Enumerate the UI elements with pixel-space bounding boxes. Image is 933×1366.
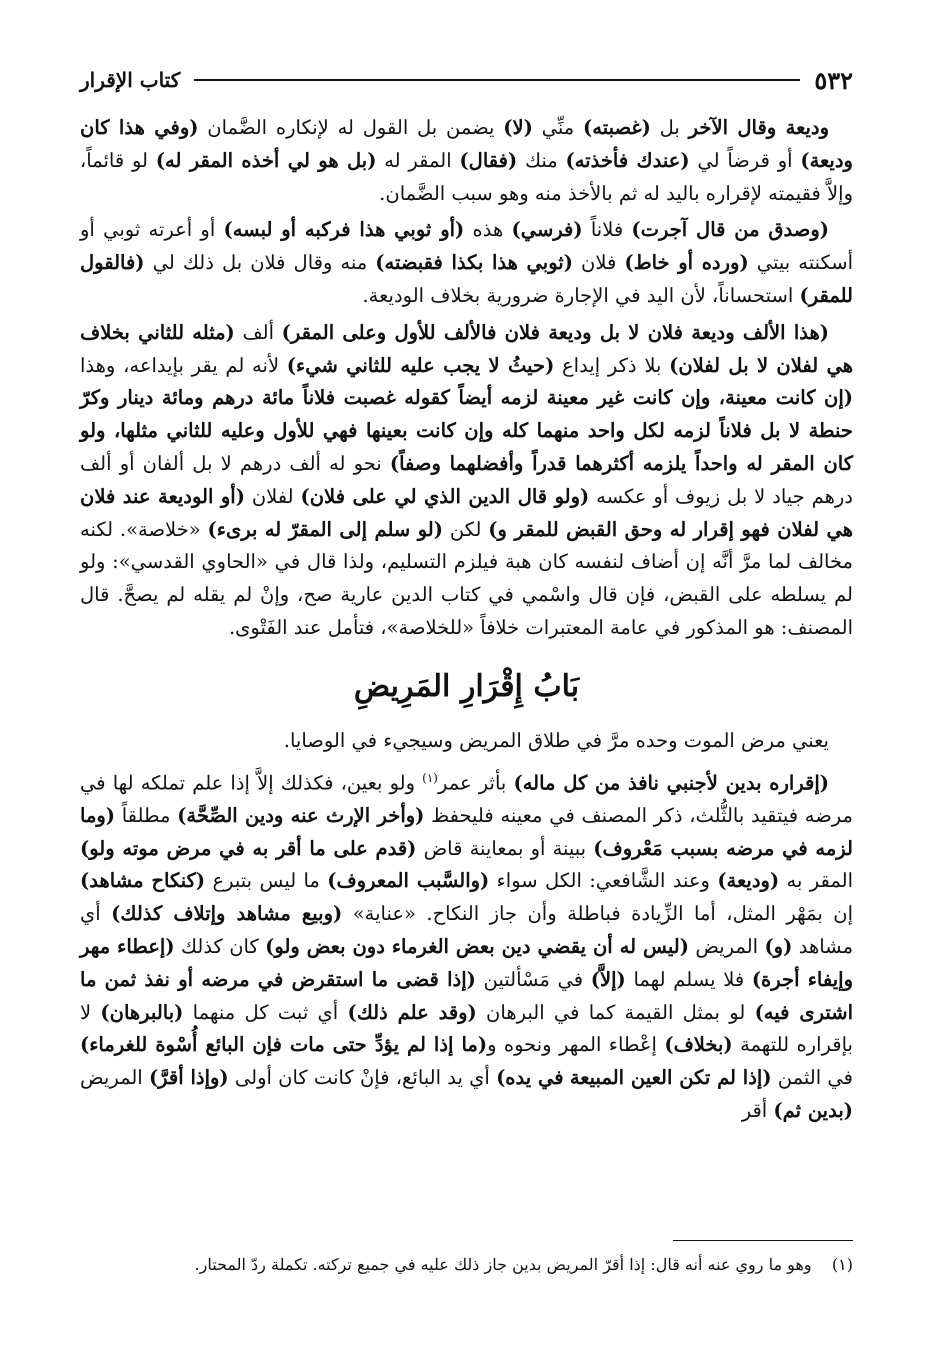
bold-text-segment: (وقد علم ذلك) xyxy=(347,1000,477,1024)
text-segment: نحو له ألف درهم لا بل ألفان أو ألف درهم جياد لا بل زيوف أو عكسه xyxy=(80,451,853,508)
text-segment: ما ليس بتبرع xyxy=(205,869,328,893)
text-segment: ببينة أو بمعاينة قاض xyxy=(416,836,594,860)
text-segment: استحساناً، لأن اليد في الإجارة ضرورية بخلاف الوديعة. xyxy=(362,283,800,307)
text-segment: لأنه لم يقر بإيداعه، وهذا xyxy=(80,353,287,377)
bold-text-segment: (ولو قال الدين الذي لي على فلان) xyxy=(300,484,590,508)
bold-text-segment: (وأخر الإرث عنه ودين الصِّحَّة) xyxy=(177,803,425,827)
text-segment: لو بمثل القيمة كما في البرهان xyxy=(476,1000,755,1024)
text-segment: لكن xyxy=(442,517,489,541)
text-segment: في مَسْألتين xyxy=(475,967,591,991)
text-segment: وعند الشَّافعي: الكل سواء xyxy=(489,869,718,893)
bold-text-segment: (فالقول للمقر) xyxy=(80,251,853,307)
text-segment: منك xyxy=(517,148,566,172)
header-rule xyxy=(194,79,800,81)
bold-text-segment: (قدم على ما أقر به في مرض موته ولو) xyxy=(80,836,417,860)
bold-text-segment: (إذا قضى ما استقرض في مرضه أو نفذ ثمن ما اشترى فيه) xyxy=(80,967,853,1024)
text-segment: منه وقال فلان بل ذلك لي xyxy=(144,251,376,275)
text-segment: فلاناً xyxy=(582,218,632,242)
bold-text-segment: (مثله للثاني بخلاف هي لفلان لا بل لفلان) xyxy=(80,320,853,377)
bold-text-segment: (إعطاء مهر وإيفاء أجرة) xyxy=(80,935,853,991)
footnote xyxy=(80,1252,853,1278)
bold-text-segment: (أو الوديعة عند فلان هي لفلان فهو إقرار له وحق القبض للمقر و) xyxy=(80,484,853,541)
paragraph xyxy=(80,317,853,645)
bold-text-segment: (ورده أو خاط) xyxy=(624,251,749,275)
page-header xyxy=(80,62,853,98)
bold-text-segment: (وفي هذا كان وديعة) xyxy=(80,116,853,172)
bold-text-segment: (لو سلم إلى المقرّ له برىء) xyxy=(207,517,443,541)
bold-text-segment: (حيثُ لا يجب عليه للثاني شيء) xyxy=(286,353,555,377)
page-number: ٥٣٢ xyxy=(814,65,853,95)
bold-text-segment: (ثوبي هذا بكذا فقبضته) xyxy=(375,251,573,275)
text-segment: المريض xyxy=(688,935,765,959)
bold-text-segment: (بدين ثم) xyxy=(773,1099,853,1123)
bold-text-segment: (و) xyxy=(764,935,793,959)
text-segment: أي يد البائع، فإنْ كانت كان أولى xyxy=(228,1066,497,1090)
text-segment: ألف xyxy=(234,320,282,344)
bold-text-segment: (بل هو لي أخذه المقر له) xyxy=(155,148,377,172)
bold-text-segment: (وإذا أقرَّ) xyxy=(148,1066,229,1090)
text-segment: كان كذلك xyxy=(174,935,266,959)
bold-text-segment: (كنكاح مشاهد) xyxy=(80,869,206,893)
text-segment: أي ثبت كل منهما xyxy=(183,1000,348,1024)
text-segment: هذه xyxy=(464,218,512,242)
text-segment: إن بمَهْر المثل، أما الزِّيادة فباطلة وأن جاز النكاح. «عناية» xyxy=(342,902,853,926)
text-segment: أي مشاهد xyxy=(80,902,854,959)
text-segment: «خلاصة». لكنه مخالف لما مرَّ أنَّه إن أضاف لنفسه كان هبة فيلزم التسليم، ولذا قال في «الحاوي القدسي»: ولو لم يسلطه على القبض، فإن قال واسْمي في كتاب الدين عارية صح، وإنْ لم يقله لم يصحَّ. قال المصنف: هو المذكور في عامة المعتبرات خلافاً «للخلاصة»، فتأمل عند الفَتْوى. xyxy=(80,517,853,639)
bold-text-segment: (عندك فأخذته) xyxy=(565,148,690,172)
bold-text-segment: (ما إذا لم يؤدِّ حتى مات فإن البائع أُسْوة للغرماء) xyxy=(80,1033,488,1057)
footnote-rule xyxy=(673,1240,853,1241)
text-segment: بأثر عمر xyxy=(437,771,514,795)
bold-text-segment: (وما لزمه في مرضه بسبب مَعْروف) xyxy=(80,803,853,860)
bold-text-segment: (ليس له أن يقضي دين بعض الغرماء دون بعض ولو) xyxy=(265,935,689,959)
bold-text-segment: (بخلاف) xyxy=(664,1033,733,1057)
text-segment: بلا ذكر إيداع xyxy=(554,353,670,377)
bold-text-segment: (فرسي) xyxy=(511,218,583,242)
text-segment: لو قائماً، وإلاَّ فقيمته لإقراره باليد له ثم بالأخذ منه وهو سبب الضَّمان. xyxy=(80,148,853,205)
text-segment: المقر به xyxy=(779,869,854,893)
bold-text-segment: وديعة وقال الآخر xyxy=(688,116,830,139)
chapter-paragraphs xyxy=(80,725,853,1128)
text-segment: منِّي xyxy=(532,116,584,139)
bold-text-segment: (إن كانت معينة، وإن كانت غير معينة لزمه أيضاً كقوله غصبت فلاناً مائة درهم ومائة دينار وكرّ حنطة لا بل فلاناً لزمه لكل واحد منهما كله وإن كانت بعينها فهي للأول وعليه للثاني مثلها، ولو كان المقر له واحداً يلزمه أكثرهما قدراً وأفضلهما وصفاً) xyxy=(80,386,853,475)
bold-text-segment: (والسَّبب المعروف) xyxy=(327,869,490,893)
bold-text-segment: (أو ثوبي هذا فركبه أو لبسه) xyxy=(223,218,465,242)
bold-text-segment: (وديعة) xyxy=(717,869,780,893)
text-segment: مطلقاً xyxy=(115,803,178,827)
text-segment: لفلان xyxy=(244,484,301,508)
paragraph xyxy=(80,725,853,758)
text-segment: ولو بعين، فكذلك إلاَّ إذا علم تملكه لها في مرضه فيتقيد بالثُّلث، ذكر المصنف في معينه فليحفظ xyxy=(80,771,853,827)
text-segment: بل xyxy=(650,116,689,139)
bold-text-segment: (إلاَّ) xyxy=(590,967,626,991)
text-segment: يعني مرض الموت وحده مرَّ في طلاق المريض وسيجيء في الوصايا. xyxy=(283,728,829,752)
bold-text-segment: (بالبرهان) xyxy=(100,1000,184,1024)
text-segment: أقر xyxy=(741,1099,774,1123)
text-segment: في الثمن xyxy=(771,1066,853,1090)
text-segment: لا بإقراره للتهمة xyxy=(80,1000,853,1057)
section-paragraphs xyxy=(80,112,853,645)
running-title: كتاب الإقرار xyxy=(80,68,181,92)
bold-text-segment: (إقراره بدين لأجنبي نافذ من كل ماله) xyxy=(513,771,830,795)
bold-text-segment: (هذا الألف وديعة فلان لا بل وديعة فلان فالألف للأول وعلى المقر) xyxy=(281,320,829,344)
bold-text-segment: (فقال) xyxy=(459,148,518,172)
text-segment: يضمن بل القول له لإنكاره الضَّمان xyxy=(198,116,504,139)
footnote-text: وهو ما روي عنه أنه قال: إذا أقرّ المريض بدين جاز ذلك عليه في جميع تركته. تكملة ردّ المحتار. xyxy=(194,1255,812,1274)
paragraph xyxy=(80,112,853,210)
bold-text-segment: (غصبته) xyxy=(583,116,651,139)
text-segment: فلان xyxy=(572,251,625,275)
text-segment: إعْطاء المهر ونحوه و xyxy=(487,1033,665,1057)
bold-text-segment: (وصدق من قال آجرت) xyxy=(631,218,829,242)
bold-text-segment: (إذا لم تكن العين المبيعة xyxy=(569,1066,772,1090)
body-text xyxy=(80,112,853,1132)
chapter-title: بَابُ إِقْرَارِ المَرِيضِ xyxy=(353,668,580,704)
paragraph xyxy=(80,214,853,312)
text-segment: فلا يسلم لهما xyxy=(625,967,752,991)
footnote-marker: (١) xyxy=(831,1255,853,1274)
text-segment: المريض xyxy=(80,1066,149,1090)
text-segment: أو أعرته ثوبي أو أسكنته بيتي xyxy=(80,218,853,275)
text-segment: أو قرضاً لي xyxy=(689,148,801,172)
bold-text-segment: في يده) xyxy=(496,1066,564,1090)
footnote-ref: (١) xyxy=(422,770,438,785)
text-segment: المقر له xyxy=(376,148,460,172)
bold-text-segment: (وبيع مشاهد وإتلاف كذلك) xyxy=(111,902,343,926)
bold-text-segment: (لا) xyxy=(503,116,533,139)
paragraph xyxy=(80,762,853,1128)
